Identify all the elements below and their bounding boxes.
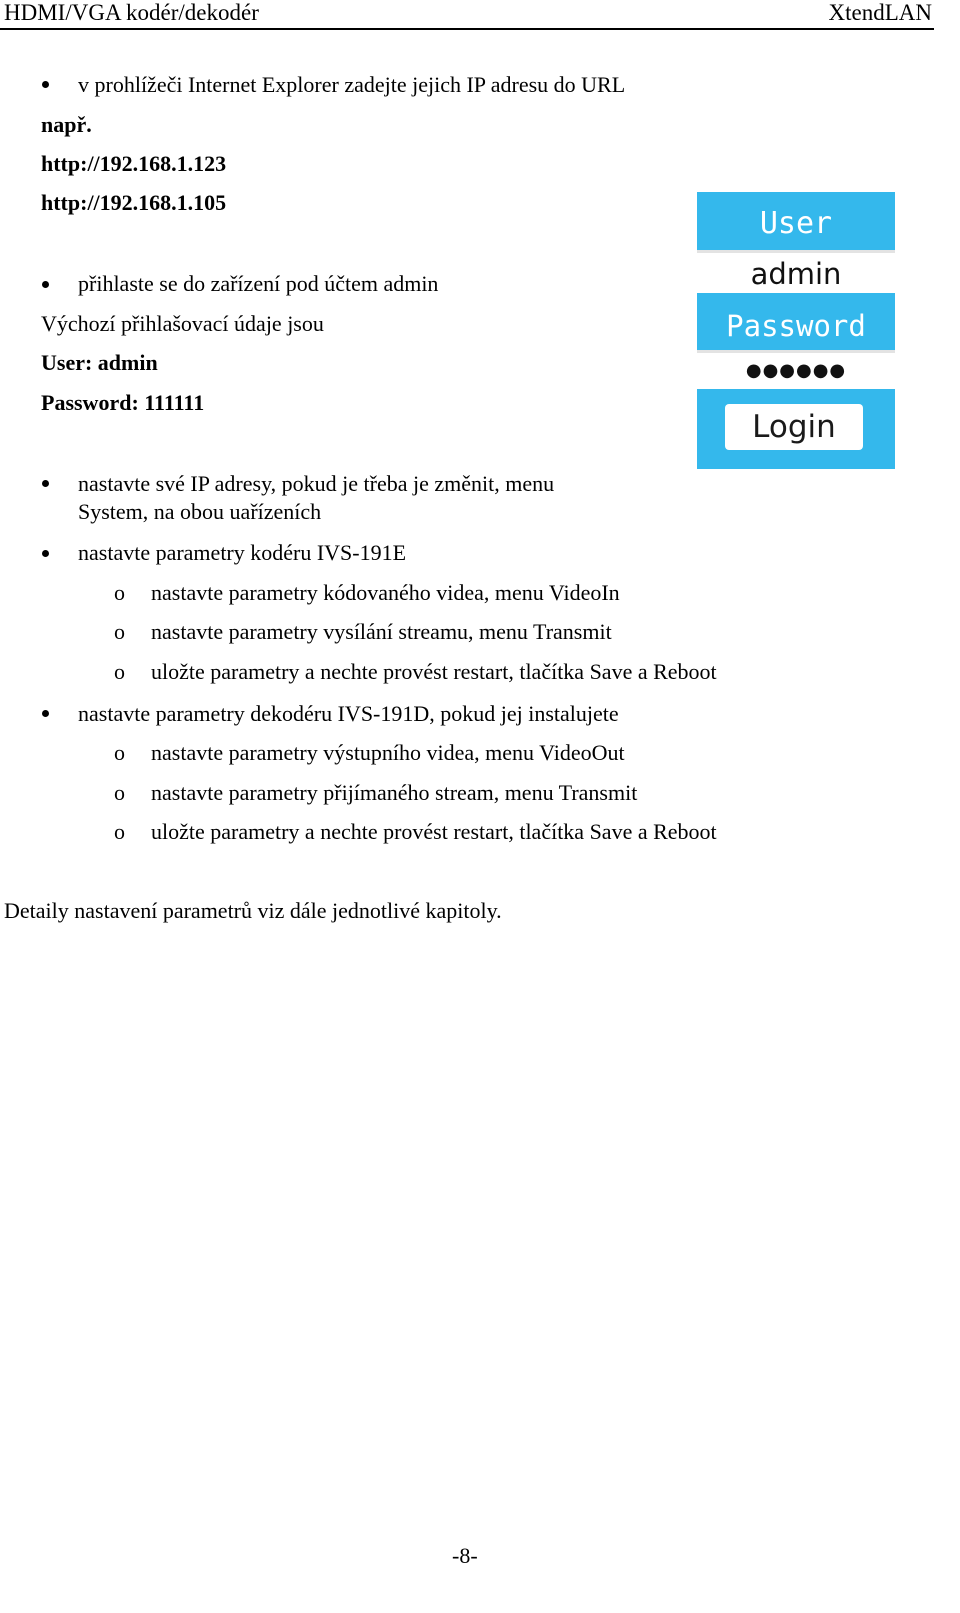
step5-sub-2: nastavte parametry přijímaného stream, menu Transmit <box>151 780 638 805</box>
step4-sub-3: uložte parametry a nechte provést restart, tlačítka Save a Reboot <box>151 659 717 684</box>
step5-sub-1: nastavte parametry výstupního videa, menu VideoOut <box>151 740 625 765</box>
login-button: Login <box>725 404 863 450</box>
bullet-icon <box>42 81 49 88</box>
header-title: HDMI/VGA kodér/dekodér <box>4 0 259 25</box>
password-field: ●●●●●● <box>697 353 895 389</box>
bullet-icon <box>42 710 49 717</box>
step4-sub-2: nastavte parametry vysílání streamu, menu Transmit <box>151 619 612 644</box>
header-brand: XtendLAN <box>828 0 932 25</box>
step4-sub-1: nastavte parametry kódovaného videa, menu VideoIn <box>151 580 620 605</box>
password-credential: Password: 111111 <box>41 390 205 415</box>
user-field: admin <box>697 253 895 293</box>
page-number: -8- <box>452 1543 478 1568</box>
bullet-icon <box>42 550 49 557</box>
sub-bullet-marker: o <box>114 819 125 844</box>
sub-bullet-marker: o <box>114 780 125 805</box>
sub-bullet-marker: o <box>114 740 125 765</box>
header-divider <box>0 28 934 30</box>
step2-text: přihlaste se do zařízení pod účtem admin <box>78 271 439 296</box>
closing-note: Detaily nastavení parametrů viz dále jednotlivé kapitoly. <box>4 898 502 923</box>
bullet-icon <box>42 480 49 487</box>
example-label: např. <box>41 112 92 137</box>
sub-bullet-marker: o <box>114 659 125 684</box>
step4-text: nastavte parametry kodéru IVS-191E <box>78 540 407 565</box>
login-panel-illustration <box>697 192 895 469</box>
step1-text: v prohlížeči Internet Explorer zadejte jejich IP adresu do URL <box>78 72 626 97</box>
bullet-icon <box>42 281 49 288</box>
step5-sub-3: uložte parametry a nechte provést restart, tlačítka Save a Reboot <box>151 819 717 844</box>
url-1: http://192.168.1.123 <box>41 151 227 176</box>
step3-text-line1: nastavte své IP adresy, pokud je třeba je změnit, menu <box>78 471 555 496</box>
url-2: http://192.168.1.105 <box>41 190 227 215</box>
step5-text: nastavte parametry dekodéru IVS-191D, pokud jej instalujete <box>78 701 619 726</box>
password-label: Password <box>697 293 895 350</box>
step3-text-line2: System, na obou uařízeních <box>78 499 322 524</box>
sub-bullet-marker: o <box>114 619 125 644</box>
defaults-label: Výchozí přihlašovací údaje jsou <box>41 311 324 336</box>
sub-bullet-marker: o <box>114 580 125 605</box>
user-label: User <box>697 192 895 250</box>
user-credential: User: admin <box>41 350 158 375</box>
